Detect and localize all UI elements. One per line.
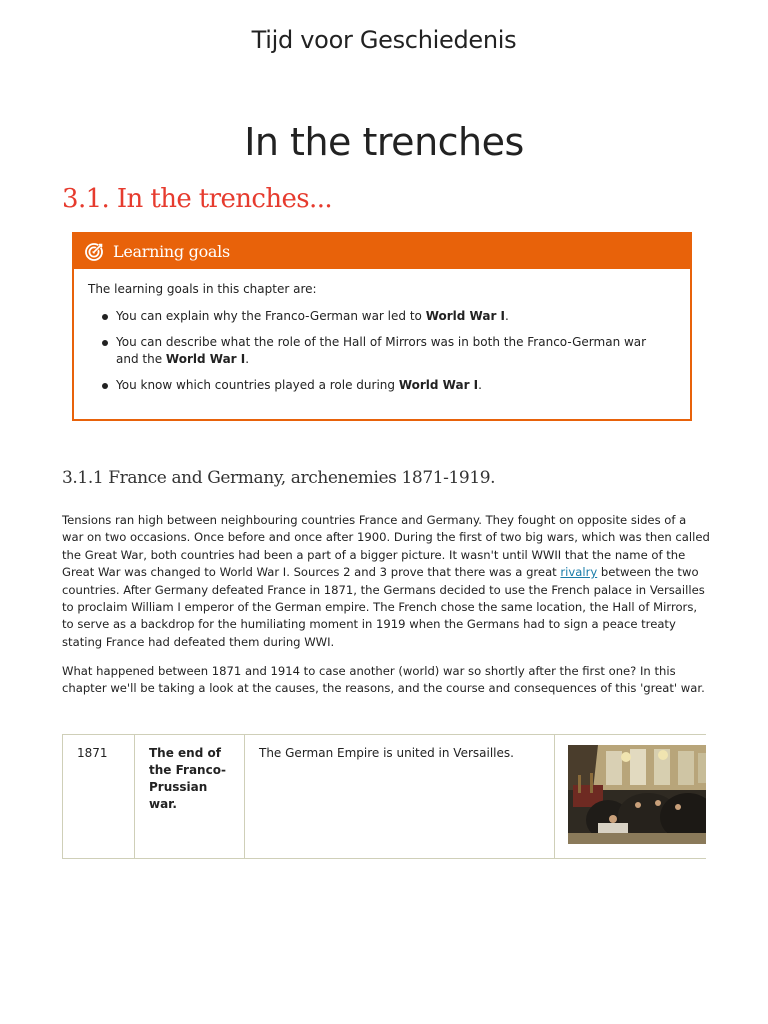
section-heading: 3.1. In the trenches... [62, 184, 333, 214]
learning-goal-item: You can describe what the role of the Hall of Mirrors was in both the Franco-German war and the World War I. [116, 334, 676, 368]
learning-goal-item: You can explain why the Franco-German war led to World War I. [116, 308, 676, 325]
learning-goals-header [74, 234, 690, 269]
subsection-heading: 3.1.1 France and Germany, archenemies 1871-1919. [62, 468, 496, 488]
learning-goals-box [72, 232, 692, 421]
learning-goals-list [88, 308, 676, 394]
learning-goal-item: You know which countries played a role during World War I. [116, 377, 676, 394]
learning-goals-intro: The learning goals in this chapter are: [88, 282, 317, 296]
timeline-description: The German Empire is united in Versailles. [244, 735, 554, 858]
learning-goals-title: Learning goals [113, 242, 230, 261]
hall-of-mirrors-painting [568, 745, 706, 844]
page-title: In the trenches [244, 120, 524, 164]
intro-paragraph: Tensions ran high between neighbouring countries France and Germany. They fought on opposite sides of a war on two occasions. Once before and once after 1900. During the first of two big wars, which was then called the Great War, both countries had been a part of a bigger picture. It wasn't until WWII that the name of the Great War was changed to World War I. Sources 2 and 3 prove that there was a great rivalry between the two countries. After Germany defeated France in 1871, the Germans decided to use the French palace in Versailles to proclaim William I emperor of the German empire. The French chose the same location, the Hall of Mirrors, to serve as a backdrop for the humiliating moment in 1919 when the Germans had to sign a peace treaty stating France had defeated them during WWI. [62, 513, 710, 649]
site-title[interactable]: Tijd voor Geschiedenis [251, 26, 517, 54]
timeline-image-cell [554, 735, 706, 858]
rivalry-link[interactable]: rivalry [560, 565, 598, 580]
timeline-table [62, 734, 706, 859]
timeline-event: The end of the Franco-Prussian war. [134, 735, 244, 858]
target-icon [84, 242, 104, 262]
learning-goals-body [74, 269, 690, 394]
timeline-year: 1871 [62, 735, 134, 858]
question-paragraph: What happened between 1871 and 1914 to case another (world) war so shortly after the first one? In this chapter we'll be taking a look at the causes, the reasons, and the course and consequences of this 'great' war. [62, 664, 705, 696]
